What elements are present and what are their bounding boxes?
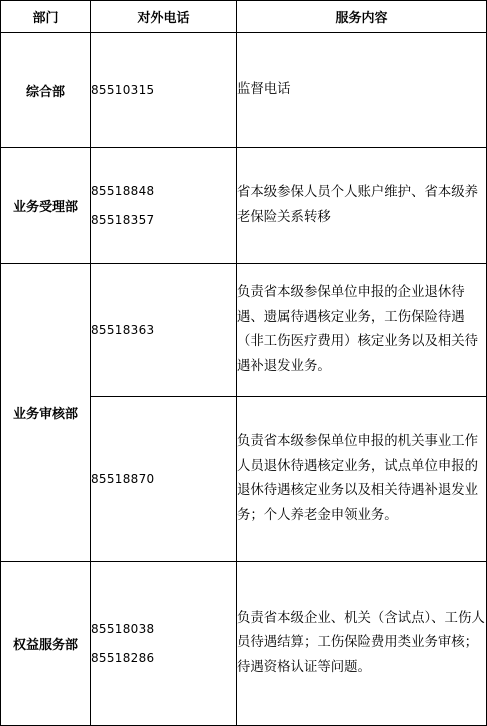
phone-number: 85518363	[91, 322, 155, 337]
service-cell: 负责省本级参保单位申报的机关事业工作人员退休待遇核定业务，试点单位申报的退休待遇核定业务以及相关待遇补退发业务；个人养老金申领业务。	[237, 397, 487, 562]
phone-number: 85518357	[91, 212, 155, 227]
service-cell: 负责省本级企业、机关（含试点）、工伤人员待遇结算；工伤保险费用类业务审核；待遇资格认证等问题。	[237, 562, 487, 726]
header-service: 服务内容	[237, 1, 487, 33]
phone-number: 85518286	[91, 650, 155, 665]
phone-number: 85510315	[91, 82, 155, 97]
table-row	[1, 148, 487, 264]
phone-cell	[91, 562, 237, 726]
phone-number: 85518870	[91, 471, 155, 486]
service-cell: 省本级参保人员个人账户维护、省本级养老保险关系转移	[237, 148, 487, 264]
service-cell: 负责省本级参保单位申报的企业退休待遇、遗属待遇核定业务，工伤保险待遇（非工伤医疗费用）核定业务以及相关待遇补退发业务。	[237, 264, 487, 397]
dept-cell: 综合部	[1, 33, 91, 148]
phone-number: 85518038	[91, 621, 155, 636]
header-dept: 部门	[1, 1, 91, 33]
dept-cell: 业务受理部	[1, 148, 91, 264]
header-phone: 对外电话	[91, 1, 237, 33]
dept-cell: 权益服务部	[1, 562, 91, 726]
table-header-row	[1, 1, 487, 33]
table-row	[1, 264, 487, 397]
phone-number: 85518848	[91, 183, 155, 198]
dept-cell: 业务审核部	[1, 264, 91, 562]
phone-cell	[91, 397, 237, 562]
table-row	[1, 33, 487, 148]
table-row	[1, 562, 487, 726]
phone-cell	[91, 148, 237, 264]
service-cell: 监督电话	[237, 33, 487, 148]
phone-cell	[91, 33, 237, 148]
phone-cell	[91, 264, 237, 397]
